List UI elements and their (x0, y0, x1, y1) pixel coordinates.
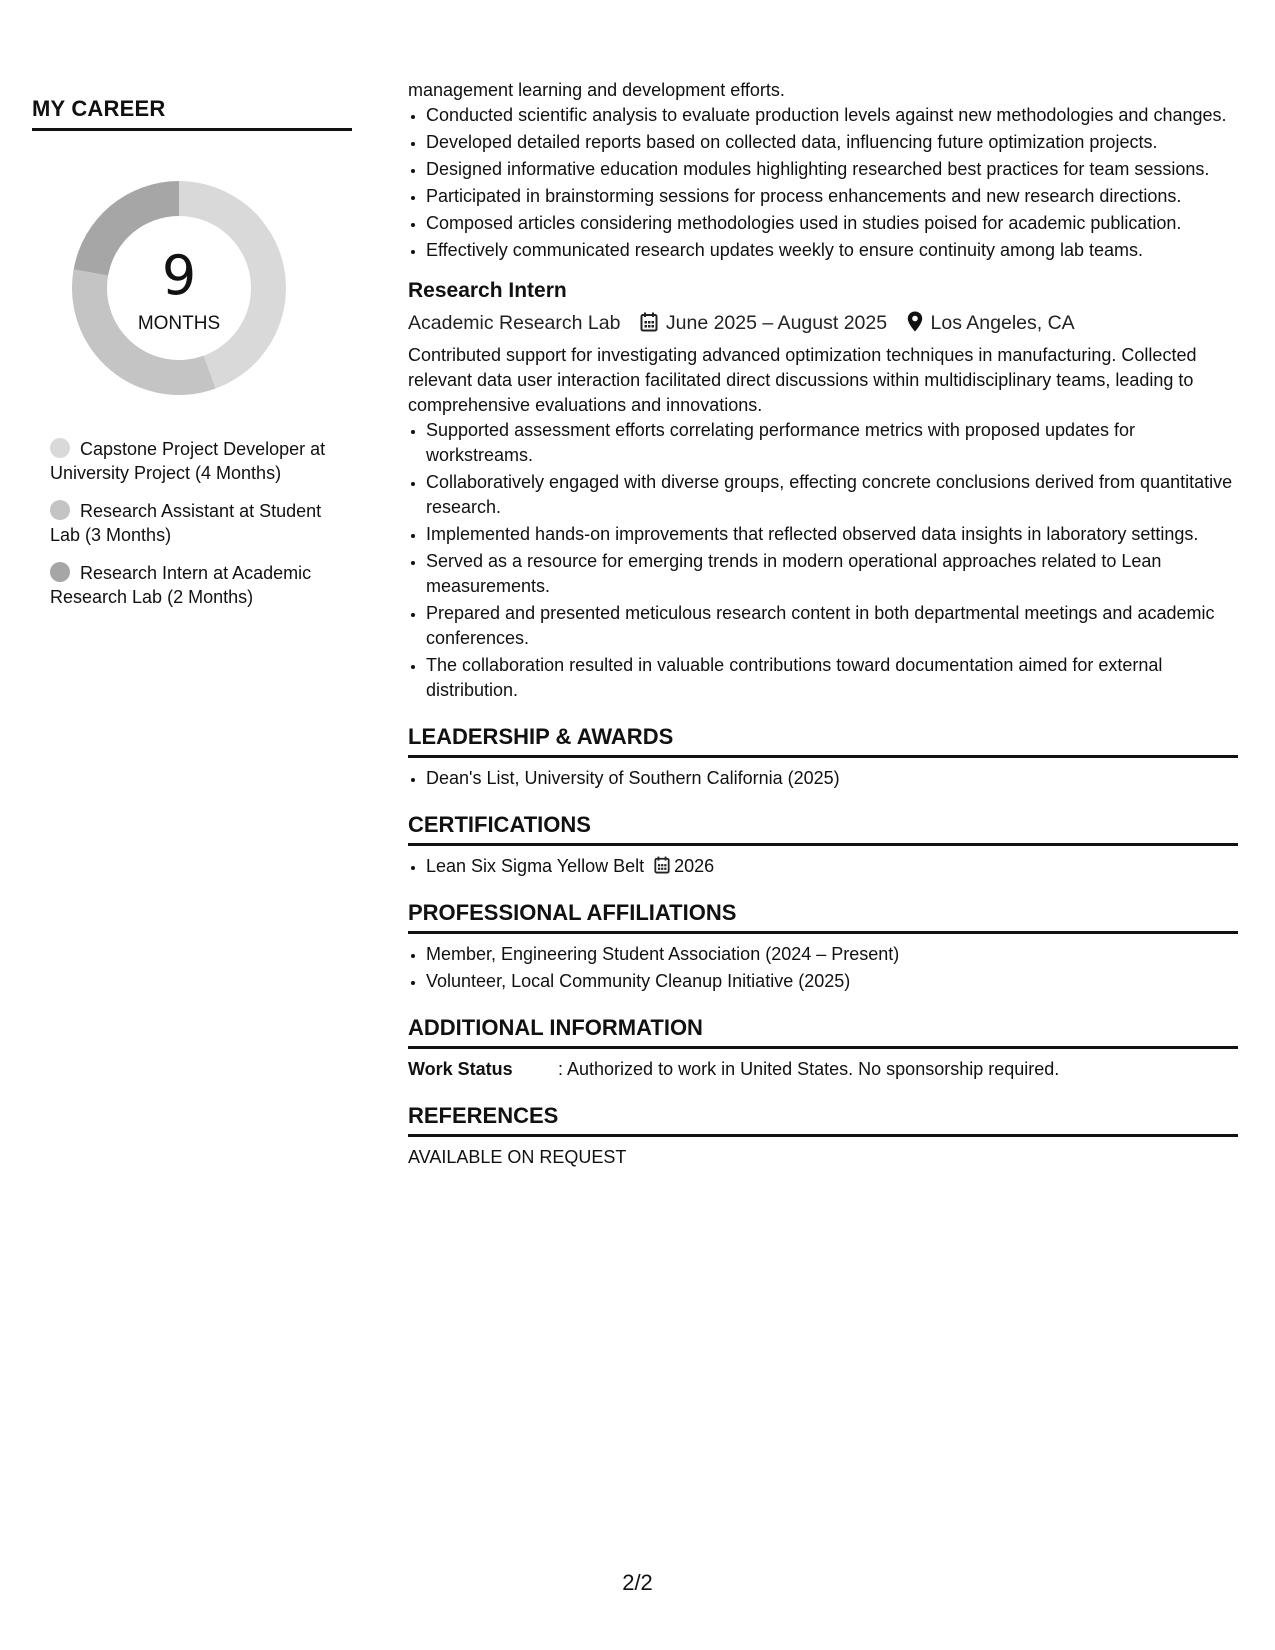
list-item: • Served as a resource for emerging trends in modern operational approaches related to Lean measurements. (426, 549, 1238, 599)
page-number: 2/2 (622, 1570, 653, 1595)
references-text: AVAILABLE ON REQUEST (408, 1147, 627, 1167)
list-item: • Collaboratively engaged with diverse groups, effecting concrete conclusions derived from quantitative research. (426, 470, 1238, 520)
experience-bullets (408, 103, 1238, 263)
list-item: • Conducted scientific analysis to evaluate production levels against new methodologies and changes. (426, 103, 1238, 128)
certifications-list (408, 854, 1238, 879)
list-item: • Prepared and presented meticulous research content in both departmental meetings and academic conferences. (426, 601, 1238, 651)
work-status-label: Work Status (408, 1059, 513, 1079)
work-status-value: : Authorized to work in United States. No sponsorship required. (558, 1059, 1060, 1079)
legend-item (50, 499, 340, 547)
list-item: • Composed articles considering methodologies used in studies poised for academic publication. (426, 211, 1238, 236)
job-bullets (408, 418, 1238, 703)
cert-name: Lean Six Sigma Yellow Belt (426, 856, 645, 876)
list-item (426, 854, 1238, 879)
references-section-title: REFERENCES (408, 1102, 1238, 1137)
legend-label: Capstone Project Developer at University Project (4 Months) (50, 439, 326, 483)
donut-total-unit: MONTHS (137, 313, 221, 334)
leadership-section-title: LEADERSHIP & AWARDS (408, 723, 1238, 758)
job-location: Los Angeles, CA (930, 312, 1075, 334)
legend-label: Research Intern at Academic Research Lab (2 Months) (50, 563, 312, 607)
additional-section-title: ADDITIONAL INFORMATION (408, 1014, 1238, 1049)
legend-item (50, 561, 340, 609)
list-item: • Participated in brainstorming sessions for process enhancements and new research directions. (426, 184, 1238, 209)
list-item: • Member, Engineering Student Association (2024 – Present) (426, 942, 1238, 967)
list-item: • The collaboration resulted in valuable contributions toward documentation aimed for external distribution. (426, 653, 1238, 703)
cert-year: 2026 (674, 856, 715, 876)
job-title: Research Intern (408, 279, 567, 302)
job-meta (408, 309, 1238, 337)
calendar-icon (654, 856, 670, 874)
leadership-list (408, 766, 1238, 791)
list-item: • Dean's List, University of Southern California (2025) (426, 766, 1238, 791)
certifications-section-title: CERTIFICATIONS (408, 811, 1238, 846)
donut-total-number: 9 (161, 244, 197, 307)
list-item: • Designed informative education modules highlighting researched best practices for team sessions. (426, 157, 1238, 182)
career-donut-chart (66, 175, 292, 401)
work-status-row (408, 1057, 1238, 1082)
legend-dot (50, 438, 70, 458)
career-sidebar (32, 96, 352, 623)
affiliations-section-title: PROFESSIONAL AFFILIATIONS (408, 899, 1238, 934)
career-section-title: MY CAREER (32, 96, 352, 131)
map-pin-icon (907, 311, 923, 332)
legend-dot (50, 562, 70, 582)
calendar-icon (640, 312, 658, 332)
list-item: • Developed detailed reports based on collected data, influencing future optimization projects. (426, 130, 1238, 155)
job-company: Academic Research Lab (408, 312, 621, 334)
experience-intro-tail: management learning and development efforts. (408, 80, 785, 100)
legend-dot (50, 500, 70, 520)
legend-item (50, 437, 340, 485)
main-content (408, 78, 1238, 1170)
list-item: • Implemented hands-on improvements that reflected observed data insights in laboratory settings. (426, 522, 1238, 547)
job-summary: Contributed support for investigating advanced optimization techniques in manufacturing. Collected relevant data user interaction facilitated direct discussions within multidisciplinary teams, leading to comprehensive evaluations and innovations. (408, 345, 1197, 415)
list-item: • Effectively communicated research updates weekly to ensure continuity among lab teams. (426, 238, 1238, 263)
job-dates: June 2025 – August 2025 (665, 312, 888, 334)
affiliations-list (408, 942, 1238, 994)
career-legend (50, 437, 340, 609)
list-item: • Supported assessment efforts correlating performance metrics with proposed updates for workstreams. (426, 418, 1238, 468)
list-item: • Volunteer, Local Community Cleanup Initiative (2025) (426, 969, 1238, 994)
legend-label: Research Assistant at Student Lab (3 Months) (50, 501, 322, 545)
